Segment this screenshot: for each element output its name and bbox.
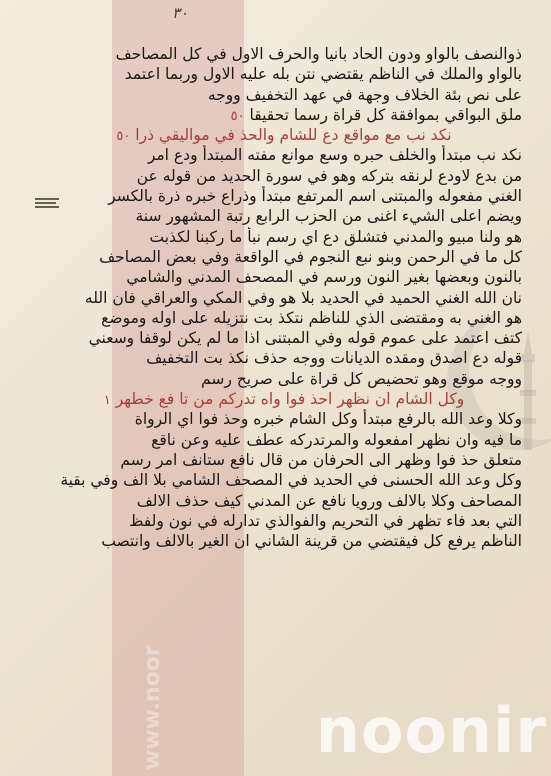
verse-marker: ١ [103, 393, 111, 409]
text-line [46, 44, 522, 64]
text-line [46, 85, 522, 105]
folio-number: ٣٠ [171, 4, 189, 22]
verse-heading-line [46, 389, 522, 409]
body-text [46, 44, 522, 551]
line-text: ملق البواقي بموافقة كل قراة رسما تحقيقا [249, 105, 522, 124]
line-text: نان الله الغني الحميد في الحديد بلا هو وفي المكي والعراقي فان الله [84, 288, 522, 307]
line-text: الناظم يرفع كل فيقتضي من قرينة الشاني ان الغير بالالف وانتصب [101, 532, 522, 551]
text-line [46, 450, 522, 470]
text-line [46, 308, 522, 328]
line-text: ذوالنصف بالواو ودون الحاد بانيا والحرف الاول في كل المصاحف [115, 45, 522, 63]
text-line [46, 247, 522, 267]
text-line [46, 105, 522, 125]
line-text: وكل وعد الله الحسنى في الحديد في المصحف الشامي بلا الف وفي بقية [60, 471, 522, 490]
text-line [46, 328, 522, 348]
text-line [46, 288, 522, 308]
verse-marker: ٥٠ [116, 129, 131, 145]
line-text: متعلق حذ فوا وظهر الى الحرفان من قال نافع ستانف امر رسم [120, 450, 522, 469]
line-text: بالنون وبعضها بغير النون ورسم في المصحف المدني والشامي [126, 268, 522, 287]
verse-heading-line [46, 125, 522, 145]
text-line [46, 186, 522, 206]
line-text: المصاحف وكلا بالالف ورويا نافع عن المدني كيف حذف الالف [136, 491, 522, 510]
line-text: الغني مفعوله والمبتنى اسم المرتفع مبتدأ وذراع خبره ذرة بالكسر [108, 187, 522, 206]
line-text: نكد نب مع مواقع دع للشام والحذ في مواليقي ذرا [135, 126, 452, 145]
text-line [46, 491, 522, 511]
verse-marker: ٥٠ [230, 108, 245, 124]
text-line [46, 206, 522, 226]
text-line [46, 64, 522, 84]
text-line [46, 511, 522, 531]
line-text: من بدع لاودع لرنقه بتركه وهو في سورة الحديد من قوله عن [136, 166, 522, 185]
watermark-logo-text: noonir [315, 694, 547, 767]
text-line [46, 531, 522, 551]
text-line [46, 267, 522, 287]
text-line [46, 409, 522, 429]
line-text: كل ما في الرحمن وبنو نبع النجوم في الواقعة وفي بعض المصاحف [99, 247, 522, 266]
line-text: هو ولنا مبيو والمدني فتشلق دع اي رسم نبأ ما ركبنا لكذبت [149, 227, 522, 246]
line-text: ويضم اعلى الشيء اغنى من الحزب الرابع رتبة المشهور سنة [135, 207, 522, 226]
text-line [46, 369, 522, 389]
line-text: كتف اعتمد على عموم قوله وفي المبتنى اذا ما لم يكن لوقفا وسعني [88, 329, 522, 348]
line-text: ما فيه وان نظهر امفعوله والمرتدركه عطف عليه وعن ناقع [151, 430, 522, 449]
line-text: وكل الشام ان نظهر احذ فوا واه تدركم من تا فع خطهر [115, 390, 465, 409]
line-text: بالواو والملك في الناظم يقتضي نتن بله عليه الاول وربما اعتمد [124, 65, 522, 84]
text-line [46, 227, 522, 247]
line-text: وكلا وعد الله بالرفع مبتدأ وكل الشام خبره وحذ فوا اي الرواة [134, 410, 522, 429]
line-text: قوله دع اصدق ومقده الديانات ووجه حذف نكذ بت التخفيف [146, 349, 522, 368]
text-line [46, 348, 522, 368]
line-text: التي بعد فاء تظهر في التحريم والفوالذي تدارله في نون ولفظ [129, 511, 522, 530]
line-text: ووجه موقع وهو تحضيص كل قراة على صريح رسم [201, 369, 522, 388]
text-line [46, 470, 522, 490]
watermark-side-text: www.noor [140, 645, 165, 770]
text-line [46, 166, 522, 186]
line-text: على نص بئة الخلاف وجهة في عهد التخفيف ووجه [207, 85, 522, 104]
line-text: نكد نب مبتدأ والخلف حبره وسع موانع مفته المبتدأ ودع امر [147, 146, 522, 165]
text-line [46, 145, 522, 165]
text-line [46, 430, 522, 450]
line-text: هو الغني به ومقتضى الذي للناظم نتكذ بت نتزيله على اوله وموضع [101, 308, 522, 327]
